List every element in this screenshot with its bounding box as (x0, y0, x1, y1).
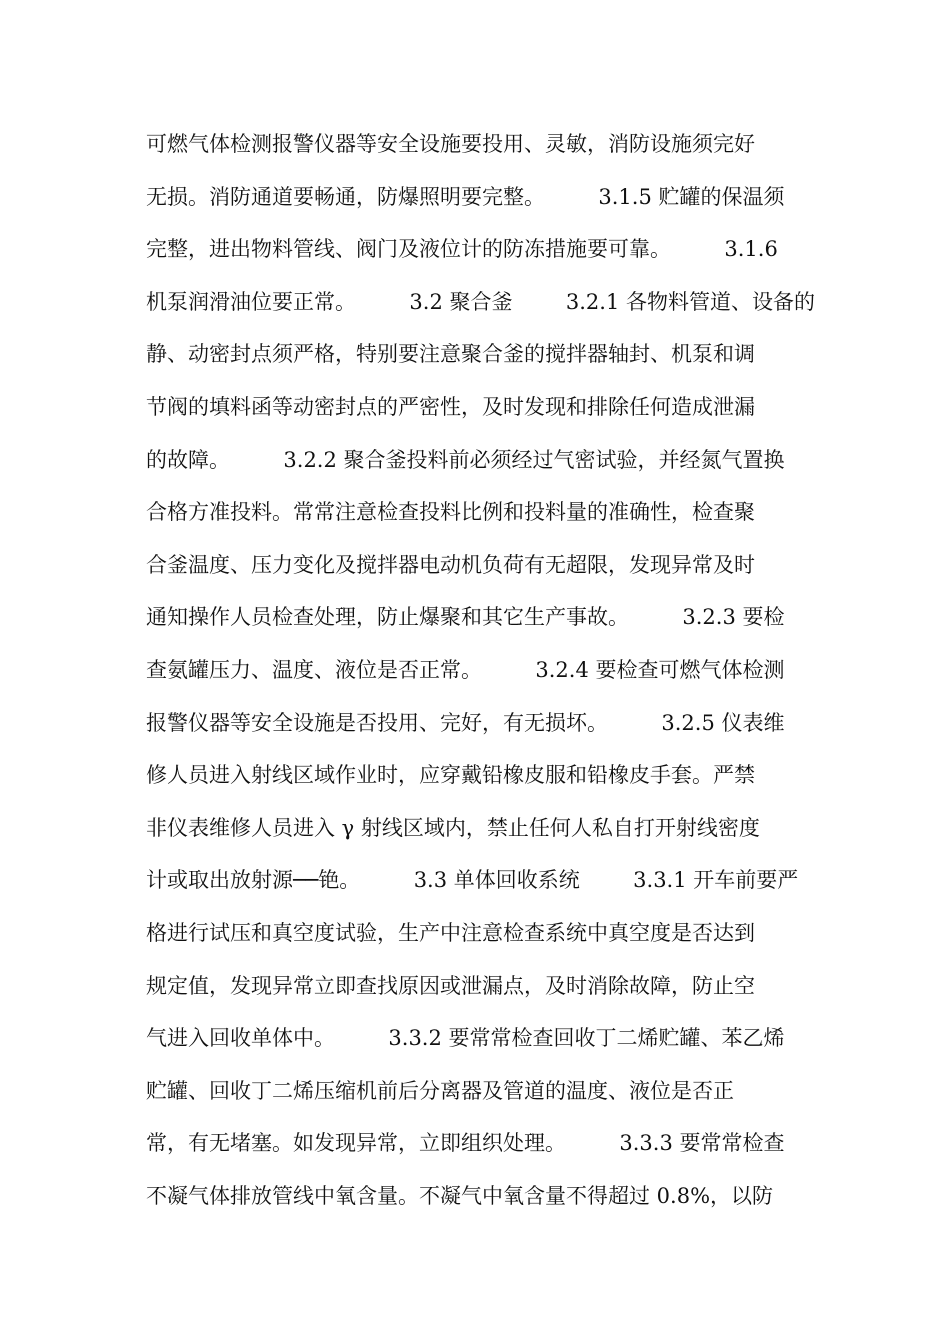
text-line: 气进入回收单体中。 3.3.2 要常常检查回收丁二烯贮罐、苯乙烯 (146, 1026, 785, 1051)
text-line: 查氨罐压力、温度、液位是否正常。 3.2.4 要检查可燃气体检测 (146, 657, 785, 682)
text-line: 规定值，发现异常立即查找原因或泄漏点，及时消除故障，防止空 (146, 973, 755, 998)
text-line: 报警仪器等安全设施是否投用、完好，有无损坏。 3.2.5 仪表维 (146, 710, 785, 735)
text-line: 的故障。 3.2.2 聚合釜投料前必须经过气密试验，并经氮气置换 (146, 447, 785, 472)
text-line: 机泵润滑油位要正常。 3.2 聚合釜 3.2.1 各物料管道、设备的 (146, 289, 815, 314)
text-line: 常，有无堵塞。如发现异常，立即组织处理。 3.3.3 要常常检查 (146, 1131, 785, 1156)
text-line: 无损。消防通道要畅通，防爆照明要完整。 3.1.5 贮罐的保温须 (146, 184, 785, 209)
text-line: 完整，进出物料管线、阀门及液位计的防冻措施要可靠。 3.1.6 (146, 237, 778, 262)
text-line: 贮罐、回收丁二烯压缩机前后分离器及管道的温度、液位是否正 (146, 1078, 734, 1103)
text-line: 修人员进入射线区域作业时，应穿戴铅橡皮服和铅橡皮手套。严禁 (146, 763, 755, 788)
text-line: 通知操作人员检查处理，防止爆聚和其它生产事故。 3.2.3 要检 (146, 605, 785, 630)
text-line: 静、动密封点须严格，特别要注意聚合釜的搅拌器轴封、机泵和调 (146, 342, 755, 367)
text-line: 可燃气体检测报警仪器等安全设施要投用、灵敏，消防设施须完好 (146, 132, 755, 156)
text-line: 格进行试压和真空度试验，生产中注意检查系统中真空度是否达到 (146, 920, 755, 945)
text-line: 合格方准投料。常常注意检查投料比例和投料量的准确性，检查聚 (146, 500, 755, 525)
body-text (146, 118, 826, 1222)
text-line: 非仪表维修人员进入 γ 射线区域内，禁止任何人私自打开射线密度 (146, 815, 760, 840)
text-line: 合釜温度、压力变化及搅拌器电动机负荷有无超限，发现异常及时 (146, 552, 755, 577)
text-line: 不凝气体排放管线中氧含量。不凝气中氧含量不得超过 0.8%，以防 (146, 1183, 774, 1208)
text-line: 节阀的填料函等动密封点的严密性，及时发现和排除任何造成泄漏 (146, 394, 755, 419)
text-line: 计或取出放射源──铯。 3.3 单体回收系统 3.3.1 开车前要严 (146, 868, 799, 893)
